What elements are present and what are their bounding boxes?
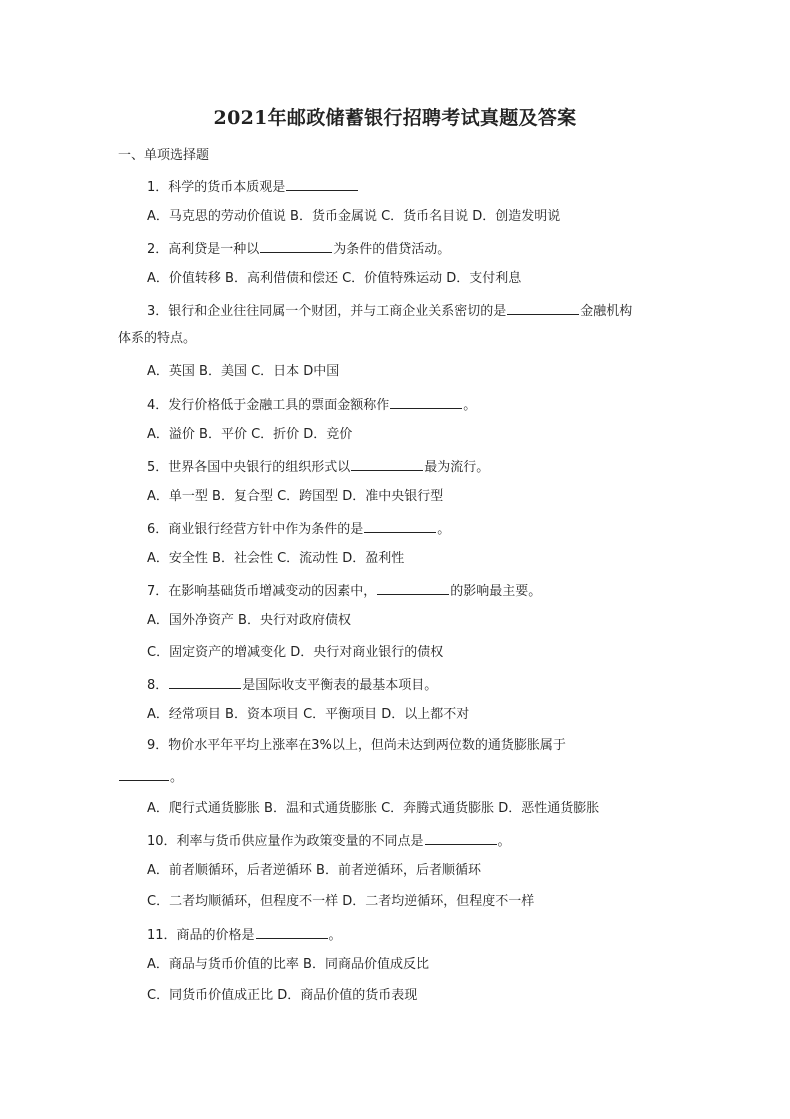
question-4-text-after: 。 bbox=[463, 398, 477, 413]
question-3-stem-continuation: 体系的特点。 bbox=[118, 331, 197, 346]
question-9-text-after: 。 bbox=[170, 770, 184, 785]
question-2-text-after: 为条件的借贷活动。 bbox=[333, 242, 451, 257]
answer-blank bbox=[351, 457, 423, 471]
question-9-options: A．爬行式通货膨胀 B．温和式通货膨胀 C．奔腾式通货膨胀 D．恶性通货膨胀 bbox=[147, 801, 600, 816]
question-8-stem bbox=[147, 675, 437, 695]
question-10-stem bbox=[147, 831, 511, 851]
question-2-stem bbox=[147, 239, 450, 259]
document-title: 2021年邮政储蓄银行招聘考试真题及答案 bbox=[213, 107, 577, 129]
question-2-options: A．价值转移 B．高利借债和偿还 C．价值特殊运动 D．支付利息 bbox=[147, 271, 522, 286]
question-1-stem bbox=[147, 177, 359, 197]
question-10-options-line-2: C．二者均顺循环，但程度不一样 D．二者均逆循环，但程度不一样 bbox=[147, 894, 535, 909]
question-11-text-after: 。 bbox=[328, 928, 342, 943]
question-7-text-after: 的影响最主要。 bbox=[450, 584, 542, 599]
question-6-text-after: 。 bbox=[437, 522, 451, 537]
question-8-options: A．经常项目 B．资本项目 C．平衡项目 D．以上都不对 bbox=[147, 707, 470, 722]
answer-blank bbox=[390, 395, 462, 409]
answer-blank bbox=[507, 301, 579, 315]
question-7-options-line-1: A．国外净资产 B．央行对政府债权 bbox=[147, 613, 351, 628]
question-4-stem bbox=[147, 395, 476, 415]
question-5-text: 5．世界各国中央银行的组织形式以 bbox=[147, 460, 351, 475]
question-10-options-line-1: A．前者顺循环，后者逆循环 B．前者逆循环，后者顺循环 bbox=[147, 863, 481, 878]
question-7-options-line-2: C．固定资产的增减变化 D．央行对商业银行的债权 bbox=[147, 645, 444, 660]
answer-blank bbox=[364, 519, 436, 533]
answer-blank bbox=[256, 925, 328, 939]
question-2-text: 2．高利贷是一种以 bbox=[147, 242, 260, 257]
question-10-text-after: 。 bbox=[497, 834, 511, 849]
question-3-text-after: 金融机构 bbox=[580, 304, 633, 319]
answer-blank bbox=[119, 767, 169, 781]
question-5-options: A．单一型 B．复合型 C．跨国型 D．准中央银行型 bbox=[147, 489, 444, 504]
question-10-text: 10．利率与货币供应量作为政策变量的不同点是 bbox=[147, 834, 424, 849]
question-5-stem bbox=[147, 457, 489, 477]
section-heading: 一、单项选择题 bbox=[118, 148, 210, 163]
question-9-text: 9．物价水平年平均上涨率在3%以上，但尚未达到两位数的通货膨胀属于 bbox=[147, 738, 566, 753]
question-9-stem bbox=[147, 737, 566, 755]
answer-blank bbox=[260, 239, 332, 253]
question-8-text: 8． bbox=[147, 678, 169, 693]
question-1-options: A．马克思的劳动价值说 B．货币金属说 C．货币名目说 D．创造发明说 bbox=[147, 209, 561, 224]
question-11-options-line-2: C．同货币价值成正比 D．商品价值的货币表现 bbox=[147, 988, 418, 1003]
question-6-text: 6．商业银行经营方针中作为条件的是 bbox=[147, 522, 364, 537]
question-7-text: 7．在影响基础货币增减变动的因素中， bbox=[147, 584, 377, 599]
question-3-stem bbox=[147, 301, 632, 321]
question-11-options-line-1: A．商品与货币价值的比率 B．同商品价值成反比 bbox=[147, 957, 429, 972]
answer-blank bbox=[286, 177, 358, 191]
question-11-stem bbox=[147, 925, 342, 945]
question-3-options: A．英国 B．美国 C．日本 D中国 bbox=[147, 364, 340, 379]
question-9-stem-continuation bbox=[118, 767, 183, 787]
question-5-text-after: 最为流行。 bbox=[424, 460, 490, 475]
question-1-text: 1．科学的货币本质观是 bbox=[147, 180, 286, 195]
question-6-options: A．安全性 B．社会性 C．流动性 D．盈利性 bbox=[147, 551, 405, 566]
answer-blank bbox=[377, 581, 449, 595]
question-3-text: 3．银行和企业往往同属一个财团，并与工商企业关系密切的是 bbox=[147, 304, 507, 319]
question-4-options: A．溢价 B．平价 C．折价 D．竞价 bbox=[147, 427, 353, 442]
question-8-text-after: 是国际收支平衡表的最基本项目。 bbox=[242, 678, 438, 693]
question-11-text: 11．商品的价格是 bbox=[147, 928, 255, 943]
question-6-stem bbox=[147, 519, 450, 539]
question-7-stem bbox=[147, 581, 541, 601]
answer-blank bbox=[425, 831, 497, 845]
answer-blank bbox=[169, 675, 241, 689]
question-4-text: 4．发行价格低于金融工具的票面金额称作 bbox=[147, 398, 390, 413]
